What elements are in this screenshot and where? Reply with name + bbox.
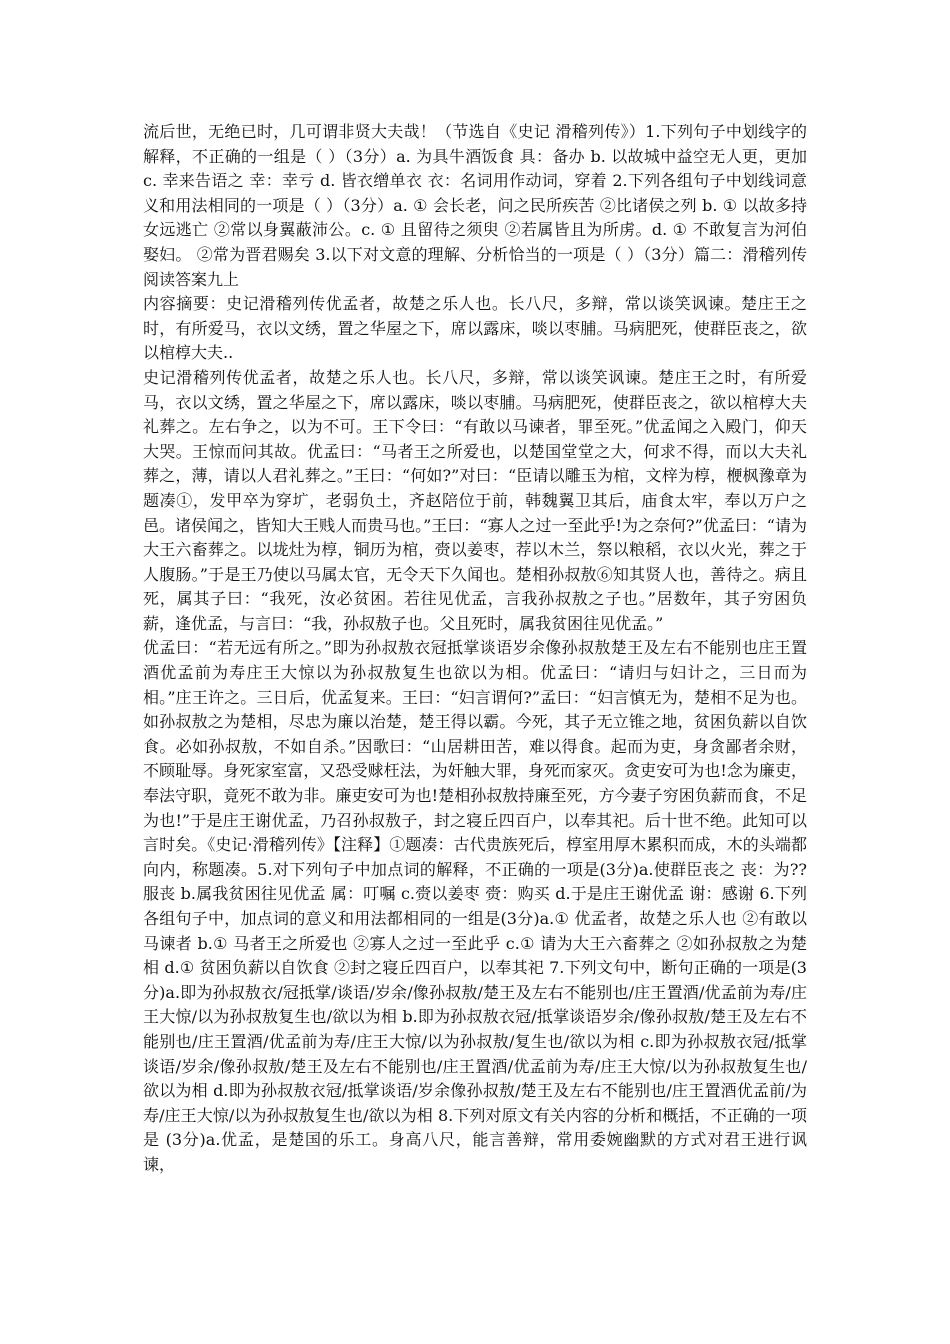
paragraph-story: 史记滑稽列传优孟者，故楚之乐人也。长八尺，多辩，常以谈笑讽谏。楚庄王之时，有所爱马，衣以文绣，置之华屋之下，席以露床，啖以枣脯。马病肥死，使群臣丧之，欲以棺椁大夫礼葬之。左右争之，以为不可。王下令曰：“有敢以马谏者，罪至死。”优孟闻之入殿门，仰天大哭。王惊而问其故。优孟曰：“马者王之所爱也，以楚国堂堂之大，何求不得，而以大夫礼葬之，薄，请以人君礼葬之。”王曰：“何如?”对曰：“臣请以雕玉为棺，文梓为椁，楩枫豫章为题凑①，发甲卒为穿圹，老弱负土，齐赵陪位于前，韩魏翼卫其后，庙食太牢，奉以万户之邑。诸侯闻之，皆知大王贱人而贵马也。”王曰：“寡人之过一至此乎!为之奈何?”优孟曰：“请为大王六畜葬之。以垅灶为椁，铜历为棺，赍以姜枣，荐以木兰，祭以粮稻，衣以火光，葬之于人腹肠。”于是王乃使以马属太官，无令天下久闻也。楚相孙叔敖⑥知其贤人也，善待之。病且死，属其子曰：“我死，汝必贫困。若往见优孟，言我孙叔敖之子也。”居数年，其子穷困负薪，逢优孟，与言曰：“我，孙叔敖子也。父且死时，属我贫困往见优孟。” <box>143 367 807 633</box>
document-body <box>143 120 807 1178</box>
paragraph-intro-questions: 流后世，无绝已时，几可谓非贤大夫哉！（节选自《史记 滑稽列传》）1.下列句子中划线字的解释，不正确的一组是（ ）（3分）a. 为具牛酒饭食 具：备办 b. 以故城中益空无人更，更加 c. 幸来告语之 幸：幸亏 d. 皆衣缯单衣 衣：名词用作动词，穿着 2.下列各组句子中划线词意义和用法相同的一项是（ ）（3分）a. ① 会长老，问之民所疾苦 ②比诸侯之列 b. ① 以故多持女远逃亡 ②常以身翼蔽沛公。c. ① 且留待之须臾 ②若属皆且为所虏。d. ① 不敢复言为河伯娶妇。 ②常为晋君赐矣 3.以下对文意的理解、分析恰当的一项是（ ）（3分）篇二：滑稽列传阅读答案九上 <box>143 122 807 289</box>
paragraph-summary: 内容摘要：史记滑稽列传优孟者，故楚之乐人也。长八尺，多辩，常以谈笑讽谏。楚庄王之时，有所爱马，衣以文绣，置之华屋之下，席以露床，啖以枣脯。马病肥死，使群臣丧之，欲以棺椁大夫.. <box>143 294 807 363</box>
paragraph-story-continued: 优孟曰：“若无远有所之。”即为孙叔敖衣冠抵掌谈语岁余像孙叔敖楚王及左右不能别也庄王置酒优孟前为寿庄王大惊以为孙叔敖复生也欲以为相。优孟曰：“请归与妇计之，三日而为相。”庄王许之。三日后，优孟复来。王曰：“妇言谓何?”孟曰：“妇言慎无为，楚相不足为也。如孙叔敖之为楚相，尽忠为廉以治楚，楚王得以霸。今死，其子无立锥之地，贫困负薪以自饮食。必如孙叔敖，不如自杀。”因歌曰：“山居耕田苦，难以得食。起而为吏，身贪鄙者余财，不顾耻辱。身死家室富，又恐受赇枉法，为奸触大罪，身死而家灭。贪吏安可为也!念为廉吏，奉法守职，竟死不敢为非。廉吏安可为也!楚相孙叔敖持廉至死，方今妻子穷困负薪而食，不足为也!”于是庄王谢优孟，乃召孙叔敖子，封之寝丘四百户，以奉其祀。后十世不绝。此知可以言时矣。《史记·滑稽列传》【注释】①题凑：古代贵族死后，椁室用厚木累积而成，木的头端都向内，称题凑。5.对下列句子中加点词的解释，不正确的一项是(3分)a.使群臣丧之 丧：为??服丧 b.属我贫困往见优孟 属：叮嘱 c.赍以姜枣 赍：购买 d.于是庄王谢优孟 谢：感谢 6.下列各组句子中，加点词的意义和用法都相同的一组是(3分)a.① 优孟者，故楚之乐人也 ②有敢以马谏者 b.① 马者王之所爱也 ②寡人之过一至此乎 c.① 请为大王六畜葬之 ②如孙叔敖之为楚相 d.① 贫困负薪以自饮食 ②封之寝丘四百户，以奉其祀 7.下列文句中，断句正确的一项是(3分)a.即为孙叔敖衣/冠抵掌/谈语/岁余/像孙叔敖/楚王及左右不能别也/庄王置酒/优孟前为寿/庄王大惊/以为孙叔敖复生也/欲以为相 b.即为孙叔敖衣冠/抵掌谈语岁余/像孙叔敖/楚王及左右不能别也/庄王置酒/优孟前为寿/庄王大惊/以为孙叔敖/复生也/欲以为相 c.即为孙叔敖衣冠/抵掌谈语/岁余/像孙叔敖/楚王及左右不能别也/庄王置酒/优孟前为寿/庄王大惊/以为孙叔敖复生也/欲以为相 d.即为孙叔敖衣冠/抵掌谈语/岁余像孙叔敖/楚王及左右不能别也/庄王置酒优孟前/为寿/庄王大惊/以为孙叔敖复生也/欲以为相 8.下列对原文有关内容的分析和概括，不正确的一项是 (3分)a.优孟，是楚国的乐工。身高八尺，能言善辩，常用委婉幽默的方式对君王进行讽谏， <box>143 638 807 1174</box>
